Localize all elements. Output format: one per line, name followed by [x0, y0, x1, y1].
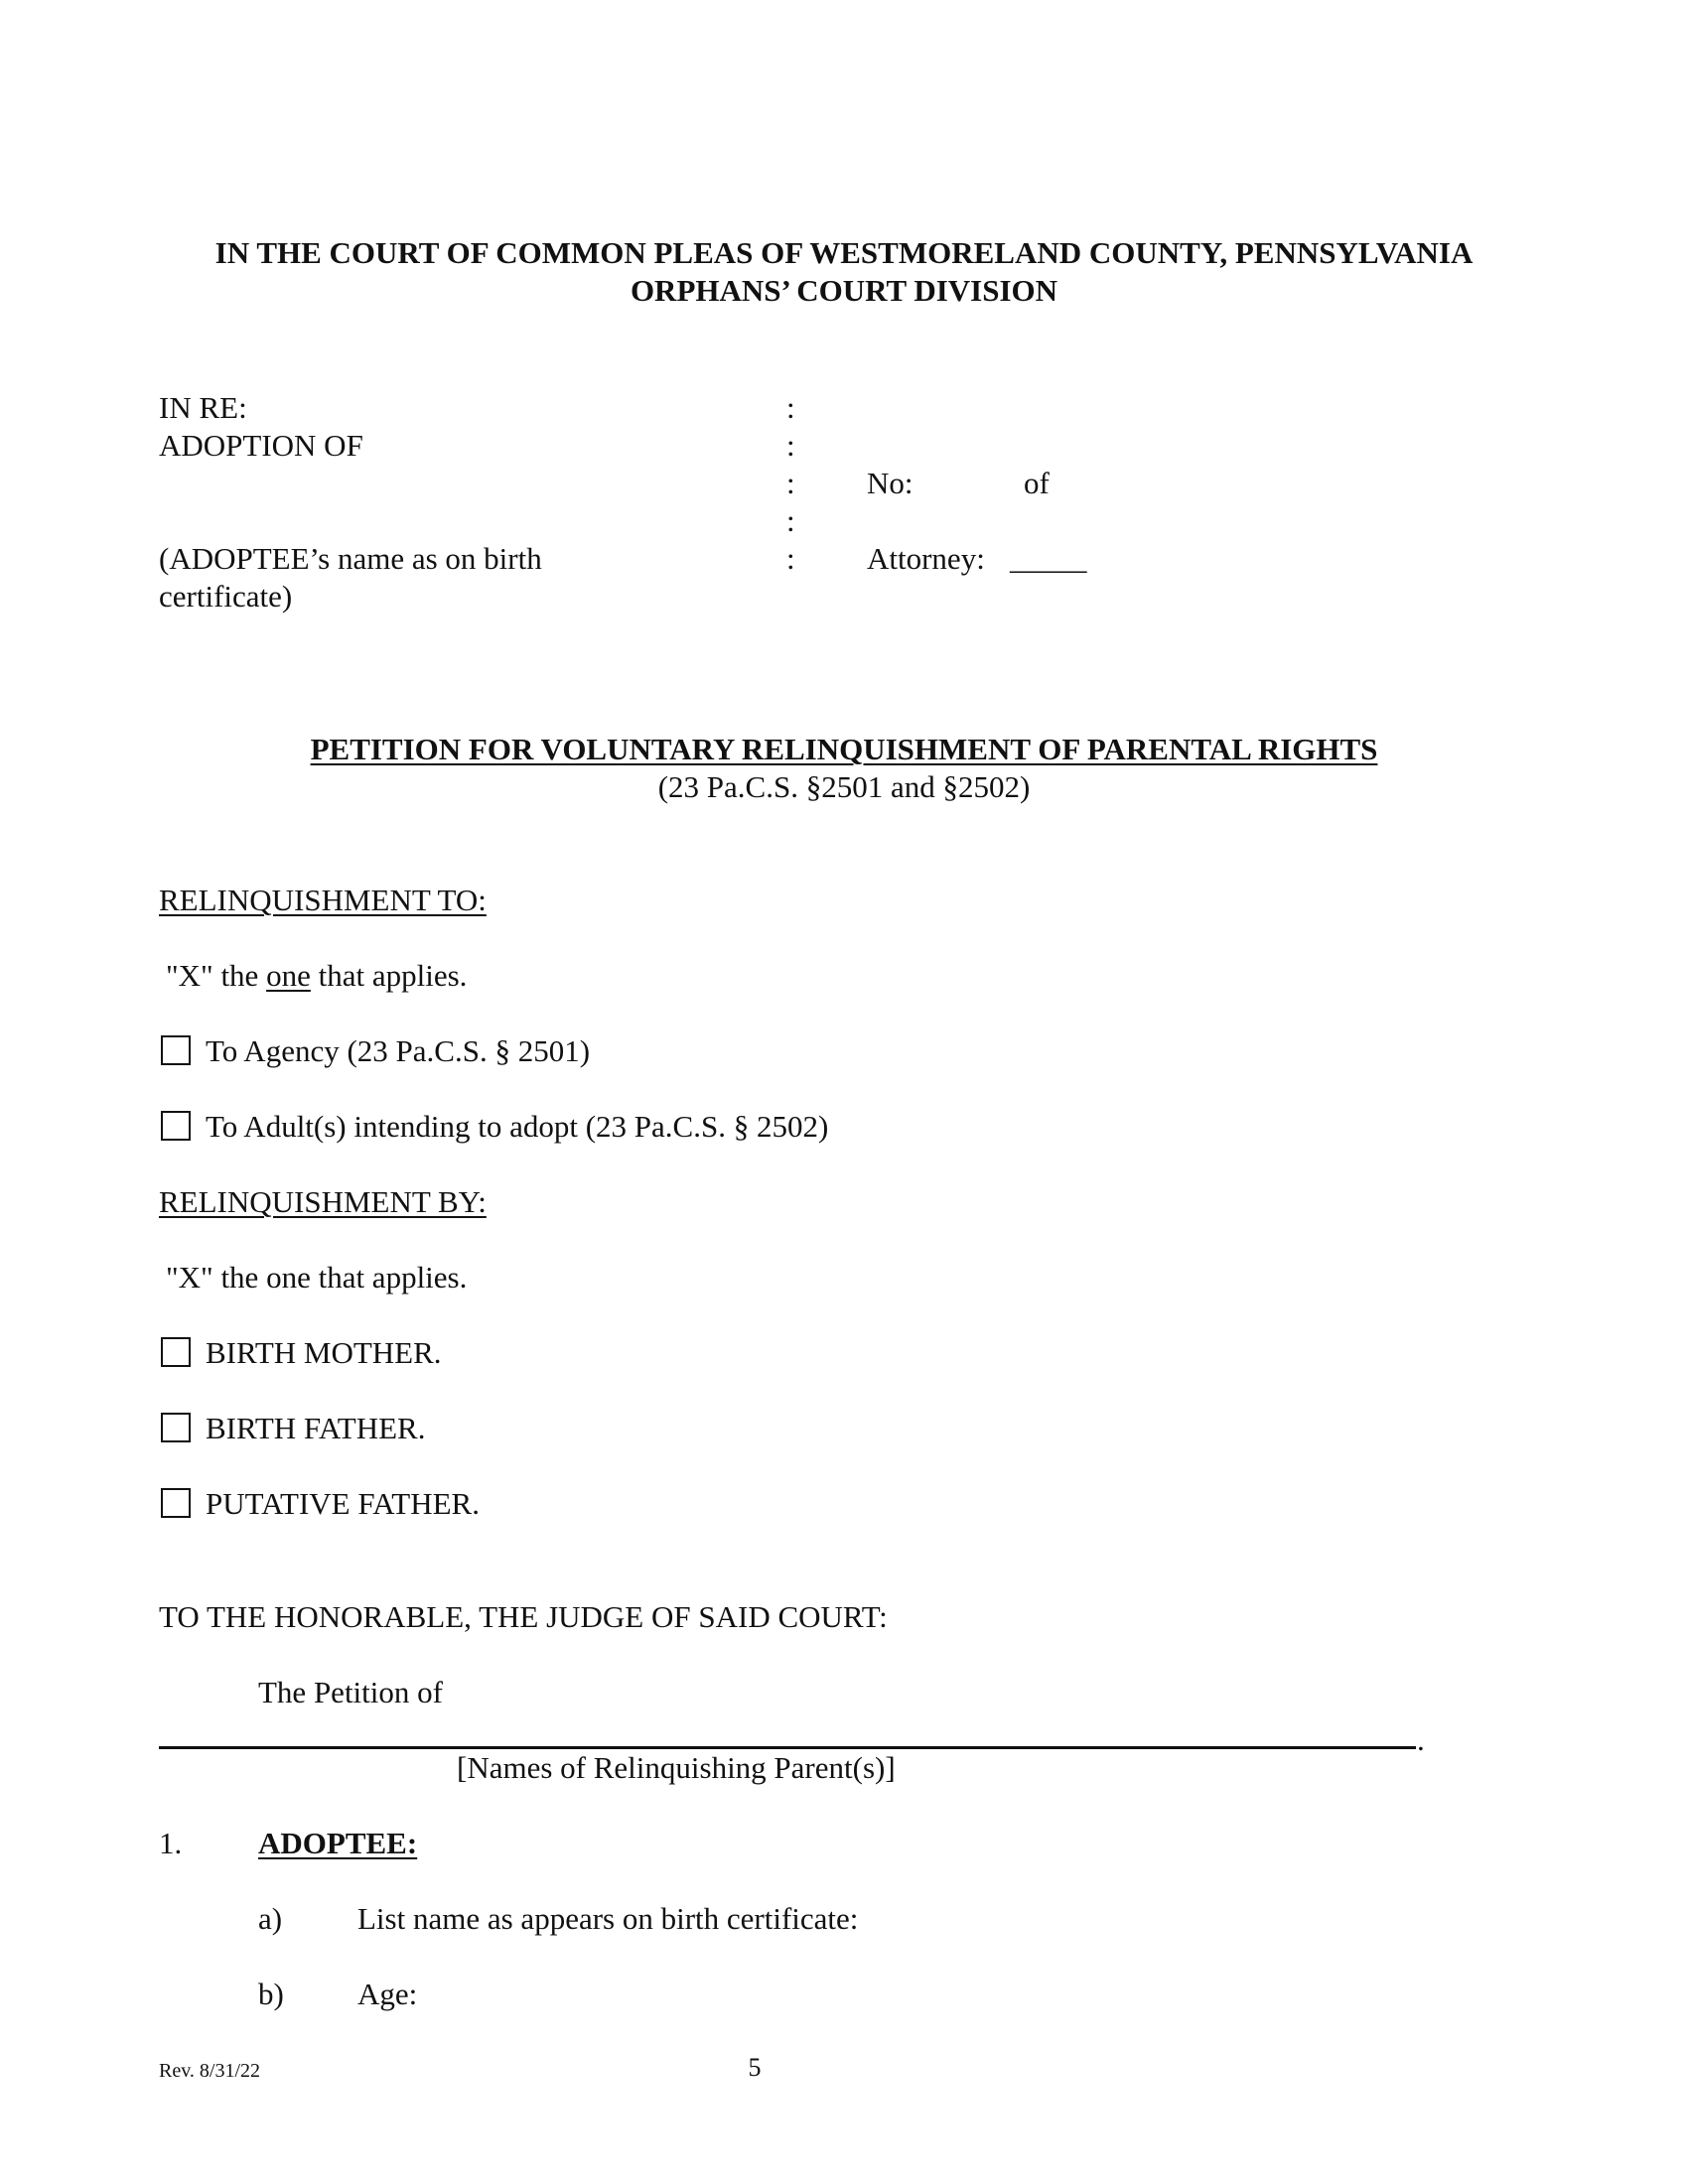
- relinquishment-by-heading: RELINQUISHMENT BY:: [159, 1184, 487, 1219]
- attorney-label: Attorney:: [867, 541, 985, 576]
- parent-names-line[interactable]: [159, 1746, 1416, 1749]
- item-birth-cert-name: List name as appears on birth certificate:: [357, 1901, 859, 1936]
- parent-names-caption: [Names of Relinquishing Parent(s)]: [457, 1750, 896, 1785]
- page-number: 5: [748, 2053, 762, 2082]
- parent-names-period: .: [1417, 1722, 1425, 1757]
- in-re-label: IN RE:: [159, 390, 247, 425]
- item-letter: a): [258, 1901, 283, 1936]
- birth-father-checkbox[interactable]: [161, 1413, 191, 1442]
- birth-mother-checkbox[interactable]: [161, 1337, 191, 1367]
- salutation: TO THE HONORABLE, THE JUDGE OF SAID COURT:: [159, 1599, 888, 1634]
- agency-checkbox[interactable]: [161, 1035, 191, 1065]
- caption-colon: :: [786, 466, 795, 500]
- birth-father-label: BIRTH FATHER.: [206, 1411, 426, 1445]
- section-heading-adoptee: ADOPTEE:: [258, 1826, 418, 1860]
- relinquishment-to-heading: RELINQUISHMENT TO:: [159, 883, 487, 917]
- adoptee-name-note: (ADOPTEE’s name as on birth: [159, 541, 542, 576]
- petition-statute: (23 Pa.C.S. §2501 and §2502): [657, 769, 1031, 804]
- attorney-blank[interactable]: _____: [1010, 541, 1087, 576]
- caption-colon: :: [786, 503, 795, 538]
- relinquishment-by-instruction: "X" the one that applies.: [166, 1260, 468, 1295]
- item-letter: b): [258, 1977, 284, 2011]
- petition-title: PETITION FOR VOLUNTARY RELINQUISHMENT OF PARENTAL RIGHTS: [310, 732, 1378, 766]
- caption-colon: :: [786, 428, 795, 463]
- docket-of-label: of: [1024, 466, 1050, 500]
- adoptee-name-note-cont: certificate): [159, 579, 293, 614]
- adults-option-label: To Adult(s) intending to adopt (23 Pa.C.S. § 2502): [206, 1109, 829, 1144]
- adults-checkbox[interactable]: [161, 1111, 191, 1141]
- caption-colon: :: [786, 541, 795, 576]
- petition-intro: The Petition of: [258, 1675, 443, 1709]
- court-heading: IN THE COURT OF COMMON PLEAS OF WESTMORELAND COUNTY, PENNSYLVANIA: [214, 235, 1474, 270]
- agency-option-label: To Agency (23 Pa.C.S. § 2501): [206, 1033, 591, 1068]
- putative-father-checkbox[interactable]: [161, 1488, 191, 1518]
- docket-no-label: No:: [867, 466, 914, 500]
- putative-father-label: PUTATIVE FATHER.: [206, 1486, 480, 1521]
- caption-colon: :: [786, 390, 795, 425]
- item-age: Age:: [357, 1977, 418, 2011]
- relinquishment-to-instruction: "X" the one that applies.: [166, 958, 468, 993]
- section-number: 1.: [159, 1826, 183, 1860]
- revision-date: Rev. 8/31/22: [159, 2060, 261, 2082]
- division-heading: ORPHANS’ COURT DIVISION: [630, 273, 1058, 308]
- adoption-of-label: ADOPTION OF: [159, 428, 363, 463]
- birth-mother-label: BIRTH MOTHER.: [206, 1335, 442, 1370]
